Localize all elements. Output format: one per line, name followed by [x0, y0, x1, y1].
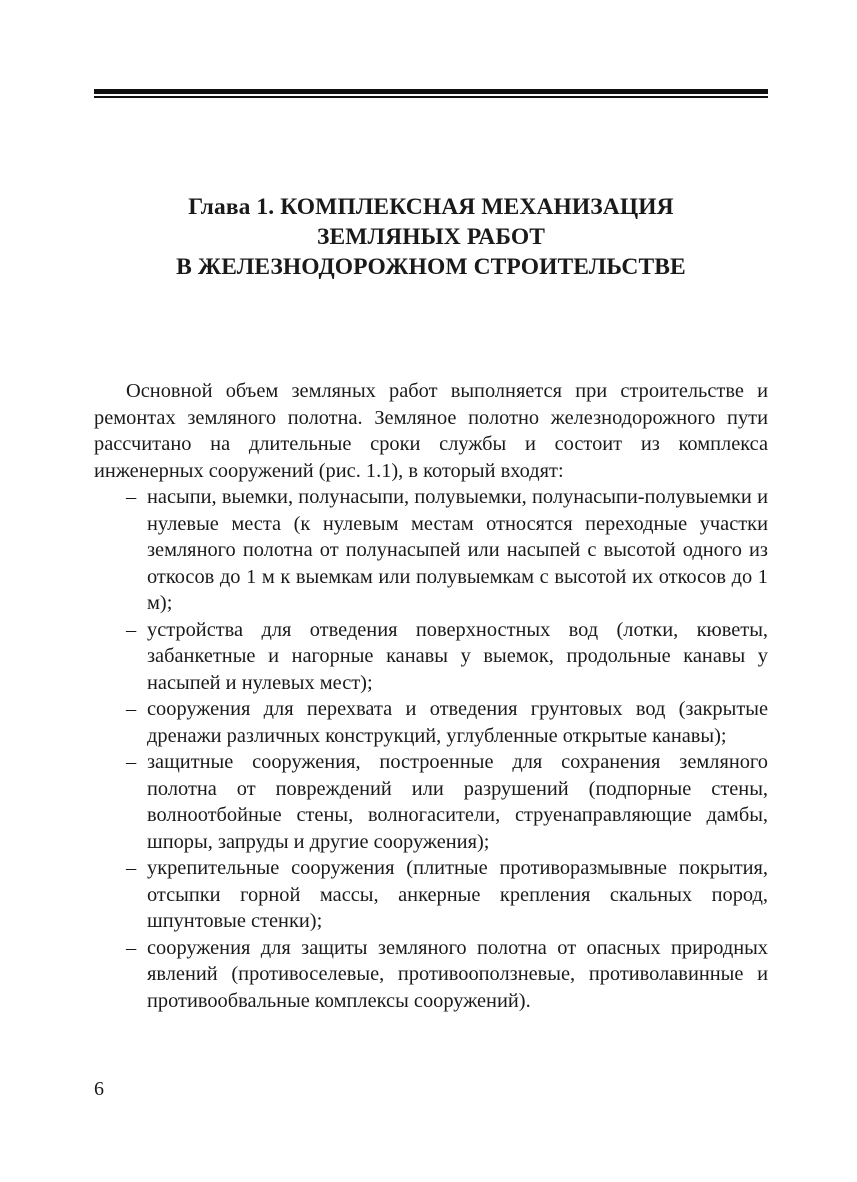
page-number: 6	[94, 1078, 104, 1100]
list-dash: –	[126, 857, 137, 879]
list-dash: –	[126, 936, 137, 959]
list-item-text: сооружения для перехвата и отведения грунтовых вод (закрытые дренажи различных конструкций, углубленные открытые канавы);	[147, 698, 768, 747]
list-item	[94, 484, 768, 617]
chapter-title-line-3: В ЖЕЛЕЗНОДОРОЖНОМ СТРОИТЕЛЬСТВЕ	[176, 254, 686, 280]
list-item-text: устройства для отведения поверхностных вод (лотки, кюветы, забанкетные и нагорные канавы у выемок, продольные канавы у насыпей и нулевых мест);	[147, 618, 768, 694]
list-item	[94, 696, 768, 749]
list-item	[94, 617, 768, 697]
list-dash: –	[126, 698, 137, 720]
chapter-title-line-1: Глава 1. КОМПЛЕКСНАЯ МЕХАНИЗАЦИЯ	[188, 194, 674, 220]
structures-list	[94, 484, 768, 1014]
intro-paragraph: Основной объем земляных работ выполняется при строительстве и ремонтах земляного полотна. Земляное полотно железнодорожного пути рассчитано на длительные сроки службы и состоит из комплекса инженерных сооружений (рис. 1.1), в который входят:	[94, 380, 768, 482]
list-item-text: сооружения для защиты земляного полотна от опасных природных явлений (противоселевые, противооползневые, противолавинные и противообвальные комплексы сооружений).	[147, 936, 768, 1012]
list-dash: –	[126, 486, 137, 508]
chapter-title	[94, 192, 768, 282]
list-item-text: укрепительные сооружения (плитные противоразмывные покрытия, отсыпки горной массы, анкерные крепления скальных пород, шпунтовые стенки);	[147, 857, 768, 932]
list-item-text: насыпи, выемки, полунасыпи, полувыемки, полунасыпи-полувыемки и нулевые места (к нулевым местам относятся переходные участки земляного полотна от полунасыпей или насыпей с высотой одного из откосов до 1 м к выемкам или полувыемкам с высотой их откосов до 1 м);	[147, 486, 768, 614]
list-item	[94, 749, 768, 855]
list-dash: –	[126, 751, 137, 773]
body-text	[94, 378, 768, 1014]
chapter-title-line-2: ЗЕМЛЯНЫХ РАБОТ	[317, 224, 545, 250]
list-dash: –	[126, 618, 137, 641]
header-rule-thick	[94, 89, 768, 94]
list-item-text: защитные сооружения, построенные для сохранения земляного полотна от повреждений или разрушений (подпорные стены, волноотбойные стены, волногасители, струенаправляющие дамбы, шпоры, запруды и другие сооружения);	[147, 751, 768, 853]
header-rule-thin	[94, 96, 768, 98]
list-item	[94, 855, 768, 935]
list-item	[94, 935, 768, 1015]
